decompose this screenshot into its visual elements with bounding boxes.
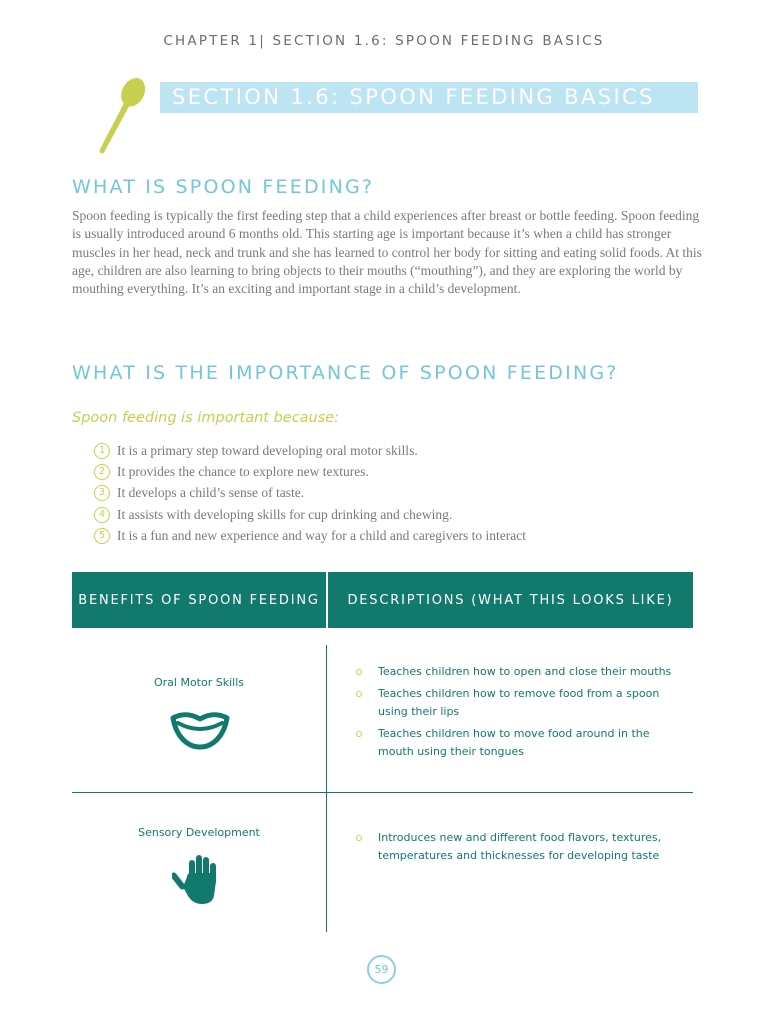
list-item-text: It is a fun and new experience and way for a child and caregivers to interact — [117, 528, 526, 544]
what-is-heading: WHAT IS SPOON FEEDING? — [72, 176, 375, 198]
bullet-icon — [356, 731, 362, 737]
bullet-icon — [356, 835, 362, 841]
table-column-divider — [326, 645, 327, 932]
bullet-icon — [356, 691, 362, 697]
list-item-text: Introduces new and different food flavors, textures, temperatures and thicknesses for developing taste — [378, 831, 662, 862]
list-item — [94, 461, 526, 482]
importance-intro: Spoon feeding is important because: — [72, 410, 340, 426]
oral-motor-descriptions — [356, 663, 686, 765]
number-badge: 5 — [94, 528, 110, 544]
sensory-descriptions — [356, 829, 686, 869]
list-item-text: Teaches children how to remove food from a spoon using their lips — [378, 687, 660, 718]
list-item — [356, 663, 686, 681]
lips-icon — [170, 711, 230, 751]
bullet-icon — [356, 669, 362, 675]
spoon-icon — [80, 72, 150, 162]
importance-heading: WHAT IS THE IMPORTANCE OF SPOON FEEDING? — [72, 362, 619, 384]
hand-icon — [172, 851, 228, 907]
list-item — [94, 440, 526, 461]
list-item — [356, 725, 686, 761]
list-item-text: It is a primary step toward developing oral motor skills. — [117, 442, 418, 458]
list-item-text: Teaches children how to open and close their mouths — [378, 665, 672, 678]
table-row-divider — [72, 792, 693, 793]
list-item — [356, 829, 686, 865]
number-badge: 3 — [94, 485, 110, 501]
list-item-text: It develops a child’s sense of taste. — [117, 485, 305, 501]
running-head: CHAPTER 1| SECTION 1.6: SPOON FEEDING BASICS — [163, 33, 605, 49]
number-badge: 4 — [94, 507, 110, 523]
list-item — [94, 483, 526, 504]
table-header-benefits: BENEFITS OF SPOON FEEDING — [72, 572, 326, 628]
section-banner — [160, 82, 698, 113]
number-badge: 2 — [94, 464, 110, 480]
list-item-text: It provides the chance to explore new textures. — [117, 464, 369, 480]
section-title: SECTION 1.6: SPOON FEEDING BASICS — [172, 85, 655, 109]
list-item — [356, 685, 686, 721]
list-item-text: Teaches children how to move food around in the mouth using their tongues — [378, 727, 650, 758]
importance-list — [94, 440, 526, 547]
what-is-body: Spoon feeding is typically the first feeding step that a child experiences after breast or bottle feeding. Spoon feeding is usually introduced around 6 months old. This starting age is important because it’s when a child has stronger muscles in her head, neck and trunk and she has learned to control her body for sitting and eating solid foods. At this age, children are also learning to bring objects to their mouths (“mouthing”), and they are exploring the world by mouthing everything. It’s an exciting and important stage in a child’s development. — [72, 208, 702, 297]
number-badge: 1 — [94, 443, 110, 459]
benefit-oral-motor-skills: Oral Motor Skills — [153, 676, 244, 689]
table-header-descriptions: DESCRIPTIONS (WHAT THIS LOOKS LIKE) — [328, 572, 693, 628]
list-item — [94, 504, 526, 525]
benefit-sensory-development: Sensory Development — [138, 826, 260, 839]
list-item — [94, 526, 526, 547]
page-number: 59 — [367, 955, 396, 984]
list-item-text: It assists with developing skills for cup drinking and chewing. — [117, 506, 453, 522]
